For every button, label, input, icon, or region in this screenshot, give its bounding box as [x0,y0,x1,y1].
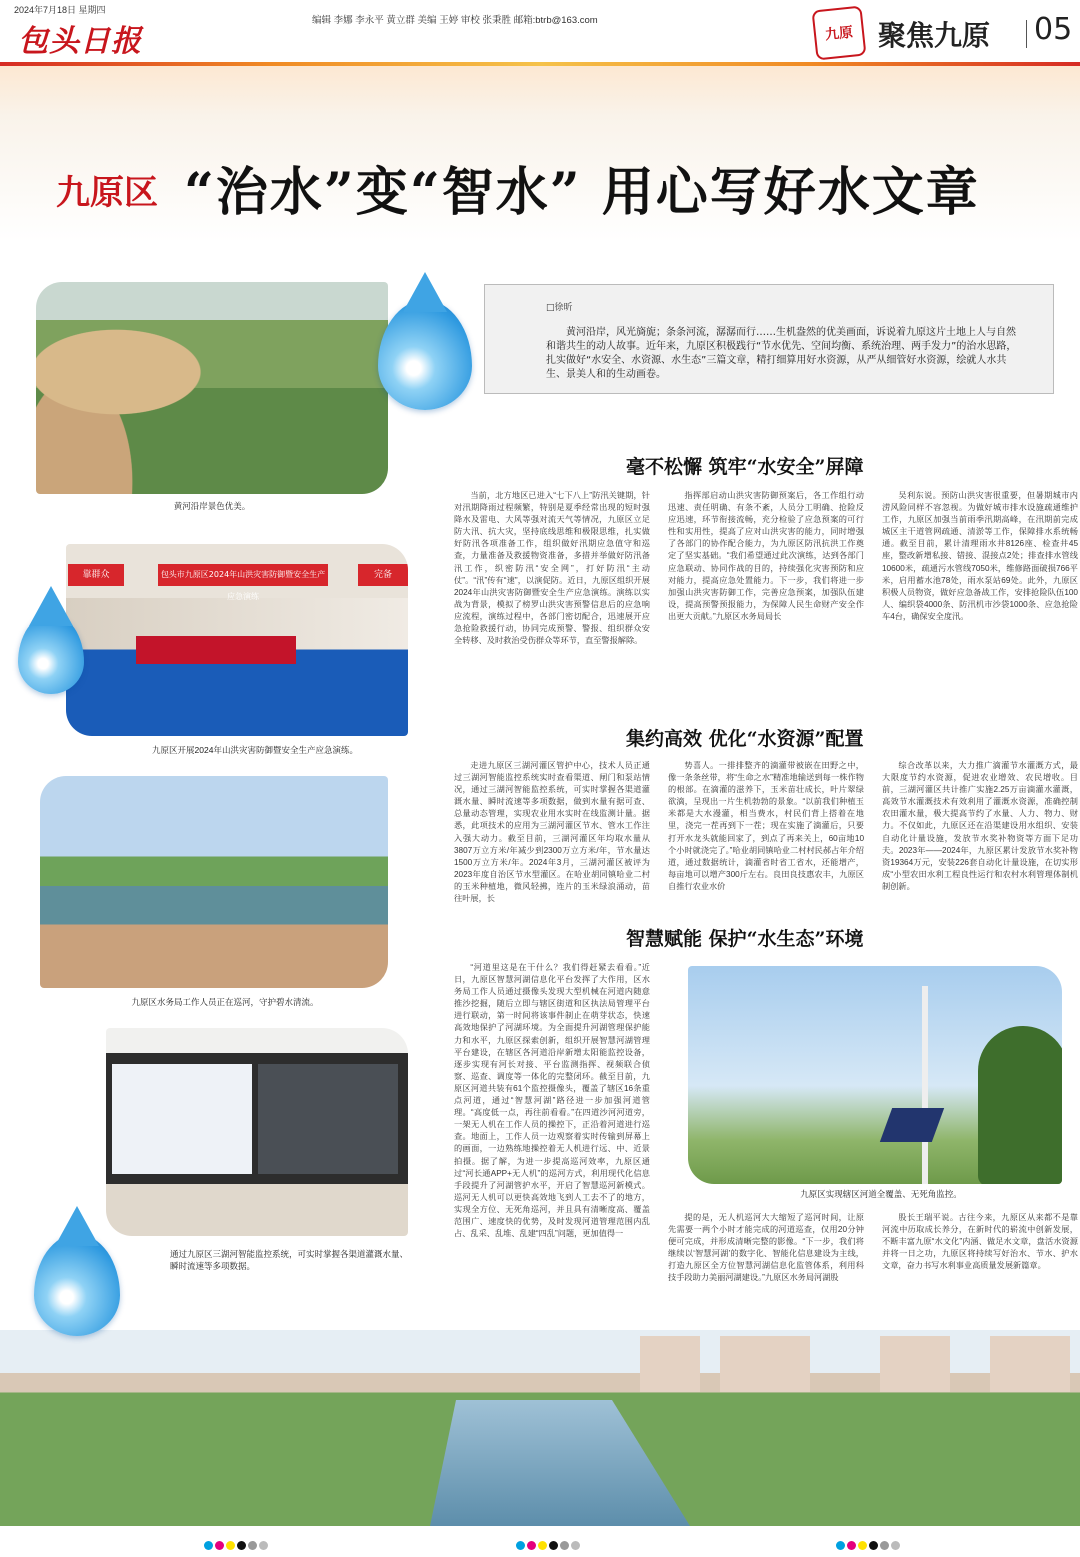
reg-dot [226,1541,235,1550]
article-column [668,490,864,728]
paper-name-logo: 包头日报 [18,24,142,59]
yellow-river-photo [36,282,388,494]
reg-dot [215,1541,224,1550]
masthead [0,0,1080,62]
reg-dot [891,1541,900,1550]
article-column [882,760,1078,930]
flood-drill-photo [66,544,408,736]
registration-marks [836,1541,900,1550]
reg-dot [248,1541,257,1550]
water-drop-icon [378,300,472,410]
solar-panel [880,1108,944,1142]
section-divider [1026,20,1027,48]
banner-color-band [0,62,1080,66]
reg-dot [259,1541,268,1550]
intro-text: 黄河沿岸，风光旖旎；条条河流，潺潺而行……生机盎然的优美画面，诉说着九原这片土地上人与自然和谐共生的动人故事。近年来，九原区积极践行“节水优先、空间均衡、系统治理、两手发力”的治水思路，扎实做好“水安全、水资源、水生态”三篇文章，精打细算用好水资源，从严从细管好水资源，绘就人水共生、景美人和的生动画卷。 [546,327,1017,380]
reg-dot [538,1541,547,1550]
patrol-photo-caption: 九原区水务局工作人员正在巡河，守护碧水清流。 [131,997,319,1007]
river-photo-caption: 黄河沿岸景色优美。 [173,501,251,511]
article-column [454,490,650,728]
reg-dot [560,1541,569,1550]
reg-dot [858,1541,867,1550]
building [990,1336,1070,1392]
solar-photo-caption: 九原区实现辖区河道全覆盖、无死角监控。 [800,1189,962,1199]
registration-marks [204,1541,268,1550]
reg-dot [847,1541,856,1550]
editor-credits: 编辑 李娜 李永平 黄立群 美编 王婷 审校 张秉胜 邮箱:btrb@163.com [312,15,598,26]
paragraph: 当前，北方地区已进入“七下八上”防汛关键期，针对汛期降雨过程频繁，特别是夏季经常出现的短时强降水及雷电、大风等强对流天气等情况，九原区立足防大汛、抗大灾，坚持底线思维和极限思维，扎实做好防汛各项准备工作，组织做好汛期应急值守和巡查，力量准备及救援物资准备，多措并举做好防汛备汛工作，织密防汛“安全网”，打好防汛“主动仗”。“汛”传有“速”，以演促防。近日，九原区组织开展2024年山洪灾害防御暨安全生产应急演练。演练以实战为背景，模拟了榜罗山洪灾害预警信息后的应急响应流程，演练过程中，各部门密切配合，迅速展开应急抢险救援行动，协同完成预警、警报、组织群众安全转移、及时救治受伤群众等环节，直至警报解除。 [454,491,650,646]
district-label: 九原区 [56,173,158,213]
section-heading-water-resources: 集约高效 优化“水资源”配置 [626,728,864,750]
reg-dot [869,1541,878,1550]
paragraph: 吴利东说。预防山洪灾害很重要，但暑期城市内涝风险同样不容忽视。为做好城市排水设施疏通维护工作，九原区加强当前雨季汛期高峰，在汛期前完成城区主干道管网疏通、清淤等工作，保障排水系统畅通。截至目前，累计清理雨水井8126座、检查井45座，整改新增私接、错接、混接点2处；排查排水管线10600米，疏通污水管线7050米，维修路面破损766平米，启用蓄水池78处，雨水泵站69处。此外，九原区积极人员物资，做好应急备战工作，安排抢险队伍100人、编织袋4000条、防汛机市沙袋1000条、应急抢险车4台，确保安全度汛。 [882,491,1078,621]
building [880,1336,950,1392]
page-number: 05 [1034,12,1073,47]
article-column [668,760,864,930]
canal-panorama-photo [0,1330,1080,1526]
drill-banner-center: 包头市九原区2024年山洪灾害防御暨安全生产应急演练 [158,564,328,586]
reg-dot [527,1541,536,1550]
registration-marks [516,1541,580,1550]
building [720,1336,810,1392]
drill-photo-caption: 九原区开展2024年山洪灾害防御暨安全生产应急演练。 [152,745,358,755]
reg-dot [516,1541,525,1550]
monitor-screen-left [112,1064,252,1174]
camera-pole [922,986,928,1184]
solar-camera-photo [688,966,1062,1184]
drill-stage-table [136,636,296,664]
paragraph: 走进九原区三湖河灌区管护中心，技术人员正通过三湖河智能监控系统实时查看渠道、闸门和泵站情况，通过三湖河智能监控系统，可实时掌握各渠道灌溉水量、瞬时流速等多项数据，做到水量有据可查、总量动态管理，实现农业用水实时在线监测计量。据悉，此项技术的应用为三湖河灌区节水、管水工作注入强大动力。截至目前，三湖河灌区年均取水量从3807万立方米/年减少到2300万立方米/年，节水量达1500万立方米/年。2024年3月，三湖河灌区被评为2023年度自治区节水型灌区。在哈业胡同镇哈业二村的玉米种植地，微风轻拂，连片的玉米绿浪涌动，苗往叶展，长 [454,761,650,904]
building [640,1336,700,1392]
pine-tree [978,1026,1062,1184]
section-heading-water-ecology: 智慧赋能 保护“水生态”环境 [626,928,864,950]
reg-dot [549,1541,558,1550]
monitoring-system-photo [106,1028,408,1236]
reg-dot [237,1541,246,1550]
article-column [454,760,650,930]
section-name: 聚焦九原 [878,19,991,52]
monitor-photo-caption: 通过九原区三湖河智能监控系统，可实时掌握各渠道灌溉水量、瞬时流速等多项数据。 [170,1249,409,1271]
canal-water [430,1400,690,1526]
paragraph: “河道里这是在干什么？我们得赶紧去看看。”近日，九原区智慧河湖信息化平台发挥了大作用，区水务局工作人员通过摄像头发现大型机械在河道内随意推沙挖掘，随后立即与辖区街道和区执法局管理平台进行联动，第一时间将该事件制止在萌芽状态，快速高效地保护了河湖环境。为全面提升河湖管理保护能力和水平，九原区探索创新，组织开展智慧河湖管理平台建设，在辖区各河道沿岸新增太阳能监控设备，逐步实现有河长对接、平台监测指挥、视频联合侦察、巡查、调度等一体化的完整闭环。截至目前，九原区河道共装有61个监控摄像头，覆盖了辖区16条重点河道，通过“智慧河湖”路径进一步加强河道管理。“高度低一点，再往前看看。”在四道沙河河道旁，一架无人机在工作人员的操控下，正沿着河道进行巡查。地面上，工作人员一边观察着实时传输到屏幕上的画面，一边熟练地操控着无人机进行远、中、近景拍摄。据了解，为进一步提高巡河效率，九原区通过“河长通APP+无人机”的巡河方式，利用现代化信息手段提升了河湖管护水平，开启了智慧巡河新模式。巡河无人机可以更快高效地飞到人工去不了的地方，实现全方位、无死角巡河，并且具有清晰度高、覆盖范围广、速度快的优势，及时发现河道管理范围内乱占、乱采、乱堆、乱建“四乱”问题，更加值得一 [454,963,650,1239]
section-heading-water-safety: 毫不松懈 筑牢“水安全”屏障 [626,456,864,478]
reg-dot [571,1541,580,1550]
page-headline: “治水”变“智水” 用心写好水文章 [184,162,980,223]
water-drop-icon [34,1234,120,1336]
monitor-screen-right [258,1064,398,1174]
reg-dot [836,1541,845,1550]
paragraph: 指挥部启动山洪灾害防御预案后，各工作组行动迅速、责任明确、有条不紊，人员分工明确、抢险反应迅速，环节衔接流畅，充分检验了应急预案的可行性和实用性，提高了应对山洪灾害的能力，同时增强了各部门的协作配合能力，为九原区防汛抗洪工作奠定了坚实基础。“我们希望通过此次演练，达到各部门应急联动、协同作战的目的，持续强化灾害预防和应对能力，提高应急处置能力。下一步，我们将进一步加强山洪灾害防御工作，完善应急预案，加强队伍建设，提高预警预报能力，为保障人民生命财产安全作出更大贡献。”九原区水务局局长 [668,491,864,621]
drill-banner-right: 完备 [358,564,408,586]
article-column [882,1212,1078,1312]
seal-logo-icon: 九原 [812,6,867,61]
drill-banner-left: 靠群众 [68,564,124,586]
intro-byline: □徐昕 [546,303,573,313]
river-patrol-photo [40,776,388,988]
publication-date: 2024年7月18日 星期四 [14,5,106,15]
article-column [882,490,1078,728]
paragraph: 股长王瑞平说。古往今来，九原区从来都不是靠河流中历取成长养分，在新时代的崭流中创新发展，不断丰富九原“水文化”内涵、做足水文章，盘活水资源并将一日之功，九原区将持续写好治水、节水、护水文章，奋力书写水利事业高质量发展新篇章。 [882,1213,1078,1271]
reg-dot [880,1541,889,1550]
paragraph: 势喜人。一排排整齐的滴灌带被嵌在田野之中，像一条条丝带，将“生命之水”精准地输送到每一株作物的根部。在滴灌的滋养下，玉米苗壮成长，叶片翠绿欲滴，呈现出一片生机勃勃的景象。“以前我们种植玉米都是大水漫灌，相当费水，村民们背上搭着在地里，浇完一茬再到下一茬；现在实施了滴灌后，只要打开水龙头就能回家了，到点了再来关上，60亩地10个小时就浇完了。”哈业胡同镇哈业二村村民郝占年介绍道，通过数据统计，滴灌省时省工省水，还能增产，每亩地可以增产300斤左右。良田良技惠农丰，九原区自推行农业水价 [668,761,864,891]
paragraph: 综合改革以来，大力推广滴灌节水灌溉方式，最大限度节约水资源，促进农业增效、农民增收。目前，三湖河灌区共计推广实施2.25万亩滴灌水灌溉，高效节水灌溉技术有效利用了灌溉水资源，准确控制农田灌水量，极大提高节约了水量、人力、物力、财力。不仅如此，九原区还在沿渠建设用水组织、安装自动化计量设施，发放节水奖补物资等方面下足功夫。2023年——2024年，九原区累计发放节水奖补物资19364万元，安装226套自动化计量设施，在切实形成“小型农田水利工程良性运行和农村水利管理体制机制创新。 [882,761,1078,891]
article-column [454,962,650,1312]
article-column [668,1212,864,1312]
paragraph: 提的是，无人机巡河大大缩短了巡河时间，让原先需要一两个小时才能完成的河道巡查，仅用20分钟便可完成，并形成清晰完整的影像。“下一步，我们将继续以‘智慧河湖’的数字化、智能化信息建设为主线，打造九原区全方位智慧河湖信息化监管体系，利用科技手段助力美丽河湖建设。”九原区水务局河湖股 [668,1213,864,1283]
reg-dot [204,1541,213,1550]
